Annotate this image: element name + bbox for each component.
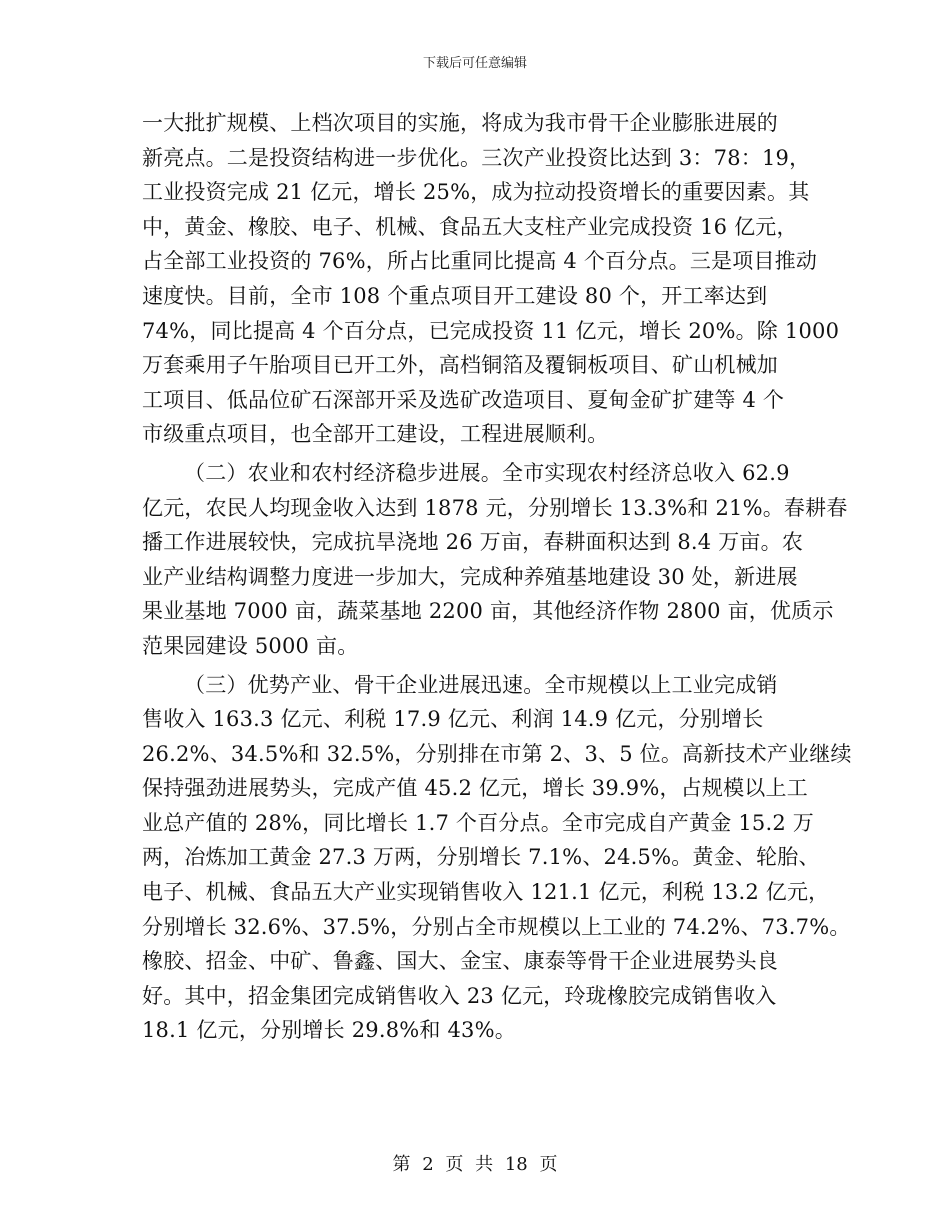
text-line: 两，冶炼加工黄金 27.3 万两，分别增长 7.1%、24.5%。黄金、轮胎、 — [142, 845, 820, 870]
text-line: 速度快。目前，全市 108 个重点项目开工建设 80 个，开工率达到 — [142, 283, 768, 308]
text-line: 电子、机械、食品五大产业实现销售收入 121.1 亿元，利税 13.2 亿元， — [142, 880, 830, 905]
page-header: 下载后可任意编辑 — [422, 56, 527, 71]
text-line: 74%，同比提高 4 个百分点，已完成投资 11 亿元，增长 20%。除 1000 — [142, 318, 840, 343]
text-line: 18.1 亿元，分别增长 29.8%和 43%。 — [142, 1018, 516, 1043]
text-line: 果业基地 7000 亩，蔬菜基地 2200 亩，其他经济作物 2800 亩，优质示 — [142, 599, 834, 624]
text-line: 业总产值的 28%，同比增长 1.7 个百分点。全市完成自产黄金 15.2 万 — [142, 810, 815, 835]
text-line: 一大批扩规模、上档次项目的实施，将成为我市骨干企业膨胀进展的 — [142, 111, 778, 135]
page-number: 第 2 页 共 18 页 — [392, 1154, 558, 1175]
text-line: 市级重点项目，也全部开工建设，工程进展顺利。 — [142, 422, 609, 447]
text-line: 新亮点。二是投资结构进一步优化。三次产业投资比达到 3：78：19， — [142, 145, 811, 170]
text-line: 工项目、低品位矿石深部开采及选矿改造项目、夏甸金矿扩建等 4 个 — [142, 387, 785, 412]
paragraph-start-industry: （三）优势产业、骨干企业进展迅速。全市规模以上工业完成销 — [184, 672, 778, 697]
text-line: 占全部工业投资的 76%，所占比重同比提高 4 个百分点。三是项目推动 — [142, 249, 818, 274]
document-body — [142, 106, 852, 1048]
text-line: 分别增长 32.6%、37.5%，分别占全市规模以上工业的 74.2%、73.7%。 — [142, 914, 851, 939]
text-line: 好。其中，招金集团完成销售收入 23 亿元，玲珑橡胶完成销售收入 — [142, 983, 777, 1008]
text-line: 26.2%、34.5%和 32.5%，分别排在市第 2、3、5 位。高新技术产业继续 — [142, 741, 852, 766]
paragraph-start-agriculture: （二）农业和农村经济稳步进展。全市实现农村经济总收入 62.9 — [184, 460, 790, 485]
text-line: 亿元，农民人均现金收入达到 1878 元，分别增长 13.3%和 21%。春耕春 — [142, 495, 848, 520]
text-line: 橡胶、招金、中矿、鲁鑫、国大、金宝、康泰等骨干企业进展势头良 — [142, 949, 778, 974]
text-line: 保持强劲进展势头，完成产值 45.2 亿元，增长 39.9%，占规模以上工 — [142, 776, 808, 801]
text-line: 万套乘用子午胎项目已开工外，高档铜箔及覆铜板项目、矿山机械加 — [142, 353, 778, 378]
text-line: 播工作进展较快，完成抗旱浇地 26 万亩，春耕面积达到 8.4 万亩。农 — [142, 530, 804, 555]
text-line: 范果园建设 5000 亩。 — [142, 633, 359, 658]
text-line: 中，黄金、橡胶、电子、机械、食品五大支柱产业完成投资 16 亿元， — [142, 214, 798, 239]
text-line: 工业投资完成 21 亿元，增长 25%，成为拉动投资增长的重要因素。其 — [142, 180, 810, 205]
text-line: 业产业结构调整力度进一步加大，完成种养殖基地建设 30 处，新进展 — [142, 564, 798, 589]
text-line: 售收入 163.3 亿元、利税 17.9 亿元、利润 14.9 亿元，分别增长 — [142, 707, 764, 732]
